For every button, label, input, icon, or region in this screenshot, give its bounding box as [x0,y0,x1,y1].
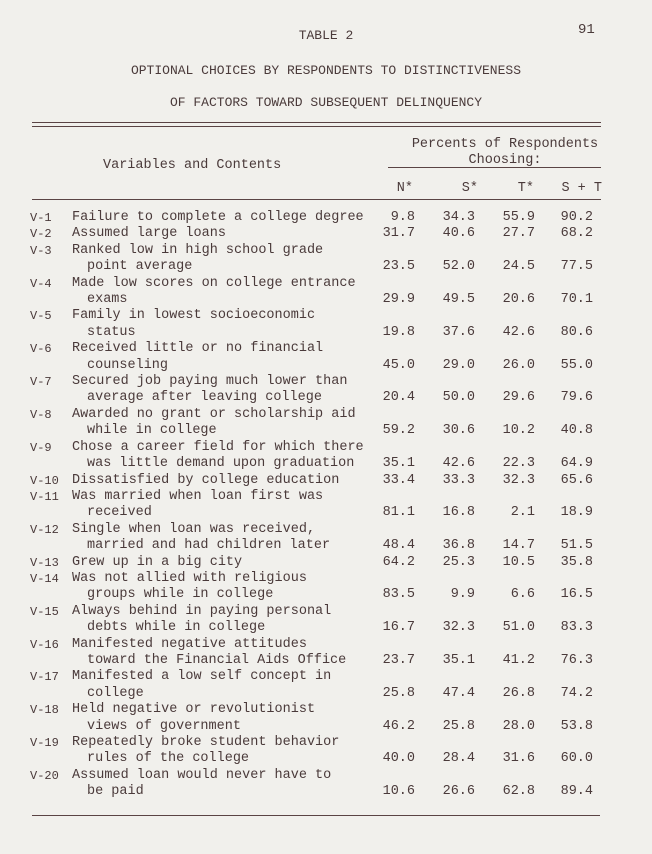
description-line: Failure to complete a college degree [72,210,364,225]
value-s: 29.0 [442,357,475,373]
table-row [30,571,610,604]
table-row [30,374,610,407]
table-row [30,637,610,670]
value-n: 10.6 [382,784,415,800]
description-line: while in college [87,423,217,439]
variable-description [72,571,372,604]
table-row [30,473,610,489]
value-s: 26.6 [442,784,475,800]
value-t: 31.6 [502,751,535,767]
value-n: 16.7 [382,620,415,636]
table-row [30,768,610,801]
variable-id: V-20 [30,768,59,783]
variable-id: V-13 [30,555,59,570]
variable-id: V-18 [30,703,59,718]
variable-id: V-10 [30,473,59,488]
variable-description [72,669,372,702]
table-body [30,210,610,801]
value-t: 26.8 [502,685,535,701]
description-line: groups while in college [87,587,274,603]
variable-description [72,276,372,309]
description-line: Always behind in paying personal [72,603,332,619]
value-t: 6.6 [510,587,535,603]
column-group-header-line-1: Percents of Respondents [411,137,599,152]
value-n: 40.0 [382,751,415,767]
variable-id: V-8 [30,407,52,422]
table-title-line-2: OF FACTORS TOWARD SUBSEQUENT DELINQUENCY [169,95,483,110]
value-s-plus-t: 60.0 [560,751,593,767]
value-n: 25.8 [382,685,415,701]
description-line: Held negative or revolutionist [72,702,316,718]
variable-description [72,374,372,407]
table-row [30,341,610,374]
description-line: Secured job paying much lower than [72,374,348,390]
variable-id: V-7 [30,375,52,390]
value-t: 10.5 [502,554,535,570]
description-line: exams [87,292,128,308]
variable-id: V-4 [30,276,52,291]
variable-id: V-12 [30,522,59,537]
variable-description [72,555,372,571]
table-row [30,522,610,555]
table-row [30,210,610,226]
variable-id: V-1 [30,211,52,225]
value-t: 14.7 [502,538,535,554]
description-line: Awarded no grant or scholarship aid [72,406,356,422]
value-s-plus-t: 16.5 [560,587,593,603]
value-s-plus-t: 74.2 [560,685,593,701]
variable-id: V-3 [30,243,52,258]
value-s: 25.8 [442,718,475,734]
table-row [30,702,610,735]
variable-description [72,341,372,374]
value-t: 55.9 [502,210,535,225]
table-row [30,407,610,440]
value-s-plus-t: 76.3 [560,652,593,668]
table-row [30,489,610,522]
description-line: counseling [87,357,169,373]
description-line: Was not allied with religious [72,570,307,586]
description-line: received [87,505,152,521]
value-n: 19.8 [382,324,415,340]
description-line: college [87,685,144,701]
variable-id: V-6 [30,342,52,357]
value-s-plus-t: 90.2 [560,210,593,225]
description-line: views of government [87,718,241,734]
description-line: debts while in college [87,620,266,636]
page-number: 91 [578,22,595,38]
description-line: average after leaving college [87,390,322,406]
value-n: 59.2 [382,423,415,439]
variable-id: V-16 [30,637,59,652]
variable-id: V-14 [30,571,59,586]
value-n: 29.9 [382,292,415,308]
value-n: 23.7 [382,652,415,668]
variable-description [72,226,372,242]
value-s-plus-t: 70.1 [560,292,593,308]
description-line: married and had children later [87,538,331,554]
value-t: 51.0 [502,620,535,636]
variable-description [72,489,372,522]
value-s: 40.6 [442,226,475,242]
variable-description [72,473,372,489]
table-row [30,440,610,473]
value-s-plus-t: 64.9 [560,456,593,472]
value-s: 34.3 [442,210,475,225]
value-n: 45.0 [382,357,415,373]
variable-description [72,210,372,226]
description-line: Repeatedly broke student behavior [72,735,340,750]
value-n: 46.2 [382,718,415,734]
value-s: 30.6 [442,423,475,439]
variable-description [72,702,372,735]
variable-id: V-17 [30,670,59,685]
value-t: 32.3 [502,472,535,488]
description-line: Made low scores on college entrance [72,275,356,291]
value-s: 32.3 [442,620,475,636]
description-line: Assumed large loans [72,226,226,242]
variable-id: V-15 [30,604,59,619]
top-rule-2 [32,126,601,127]
value-s-plus-t: 77.5 [560,259,593,275]
value-s: 28.4 [442,751,475,767]
value-t: 28.0 [502,718,535,734]
column-header-variables: Variables and Contents [103,158,282,173]
variable-id: V-19 [30,736,59,750]
column-group-rule [388,167,601,168]
description-line: Chose a career field for which there [72,439,364,455]
value-s-plus-t: 68.2 [560,226,593,242]
table-row [30,243,610,276]
value-t: 24.5 [502,259,535,275]
value-s-plus-t: 55.0 [560,357,593,373]
value-s: 36.8 [442,538,475,554]
value-t: 42.6 [502,324,535,340]
value-s-plus-t: 80.6 [560,324,593,340]
table-row [30,308,610,341]
top-rule-1 [32,122,601,123]
description-line: point average [87,259,193,275]
variable-description [72,604,372,637]
column-header-n: N* [396,181,413,196]
value-s: 16.8 [442,505,475,521]
variable-id: V-5 [30,309,52,324]
variable-id: V-11 [30,489,59,504]
value-s: 42.6 [442,456,475,472]
value-s: 49.5 [442,292,475,308]
value-n: 48.4 [382,538,415,554]
description-line: Grew up in a big city [72,554,243,570]
table-row [30,555,610,571]
value-s-plus-t: 83.3 [560,620,593,636]
table-row [30,276,610,309]
value-s-plus-t: 65.6 [560,472,593,488]
description-line: Manifested negative attitudes [72,636,307,652]
description-line: be paid [87,784,144,800]
description-line: Ranked low in high school grade [72,242,324,258]
value-s: 52.0 [442,259,475,275]
table-label: TABLE 2 [298,28,354,43]
value-t: 26.0 [502,357,535,373]
value-s: 37.6 [442,324,475,340]
value-n: 83.5 [382,587,415,603]
description-line: Single when loan was received, [72,521,316,537]
value-t: 41.2 [502,652,535,668]
description-line: toward the Financial Aids Office [87,652,347,668]
value-t: 22.3 [502,456,535,472]
value-n: 35.1 [382,456,415,472]
value-n: 9.8 [390,210,415,225]
value-n: 64.2 [382,554,415,570]
column-header-s-plus-t: S + T [561,181,602,196]
header-bottom-rule [32,199,601,200]
value-t: 27.7 [502,226,535,242]
value-s: 47.4 [442,685,475,701]
table-title-line-1: OPTIONAL CHOICES BY RESPONDENTS TO DISTINCTIVENESS [130,63,522,78]
description-line: Dissatisfied by college education [72,472,340,488]
column-group-header-line-2: Choosing: [468,153,542,168]
value-t: 2.1 [510,505,535,521]
value-n: 81.1 [382,505,415,521]
value-s: 33.3 [442,472,475,488]
value-s: 50.0 [442,390,475,406]
table-row [30,226,610,242]
description-line: Family in lowest socioeconomic [72,308,316,324]
description-line: rules of the college [87,751,250,767]
variable-description [72,522,372,555]
value-t: 10.2 [502,423,535,439]
description-line: was little demand upon graduation [87,456,355,472]
variable-description [72,407,372,440]
variable-description [72,735,372,768]
table-row [30,735,610,768]
value-s-plus-t: 53.8 [560,718,593,734]
description-line: Was married when loan first was [72,488,324,504]
value-s-plus-t: 51.5 [560,538,593,554]
value-n: 33.4 [382,472,415,488]
variable-description [72,243,372,276]
description-line: Manifested a low self concept in [72,669,332,685]
value-s-plus-t: 18.9 [560,505,593,521]
value-s: 25.3 [442,554,475,570]
value-s-plus-t: 35.8 [560,554,593,570]
value-s-plus-t: 89.4 [560,784,593,800]
value-t: 20.6 [502,292,535,308]
column-group-header [405,137,605,169]
column-header-t: T* [517,181,534,196]
variable-id: V-2 [30,227,52,242]
value-t: 29.6 [502,390,535,406]
value-s-plus-t: 40.8 [560,423,593,439]
value-t: 62.8 [502,784,535,800]
variable-id: V-9 [30,440,52,455]
description-line: Assumed loan would never have to [72,767,332,783]
variable-description [72,637,372,670]
variable-description [72,308,372,341]
column-header-s: S* [461,181,478,196]
table-row [30,604,610,637]
value-n: 23.5 [382,259,415,275]
value-n: 20.4 [382,390,415,406]
value-s: 9.9 [450,587,475,603]
bottom-rule [32,815,600,816]
value-s: 35.1 [442,652,475,668]
description-line: status [87,324,136,340]
variable-description [72,440,372,473]
variable-description [72,768,372,801]
description-line: Received little or no financial [72,341,324,357]
value-s-plus-t: 79.6 [560,390,593,406]
table-row [30,669,610,702]
value-n: 31.7 [382,226,415,242]
